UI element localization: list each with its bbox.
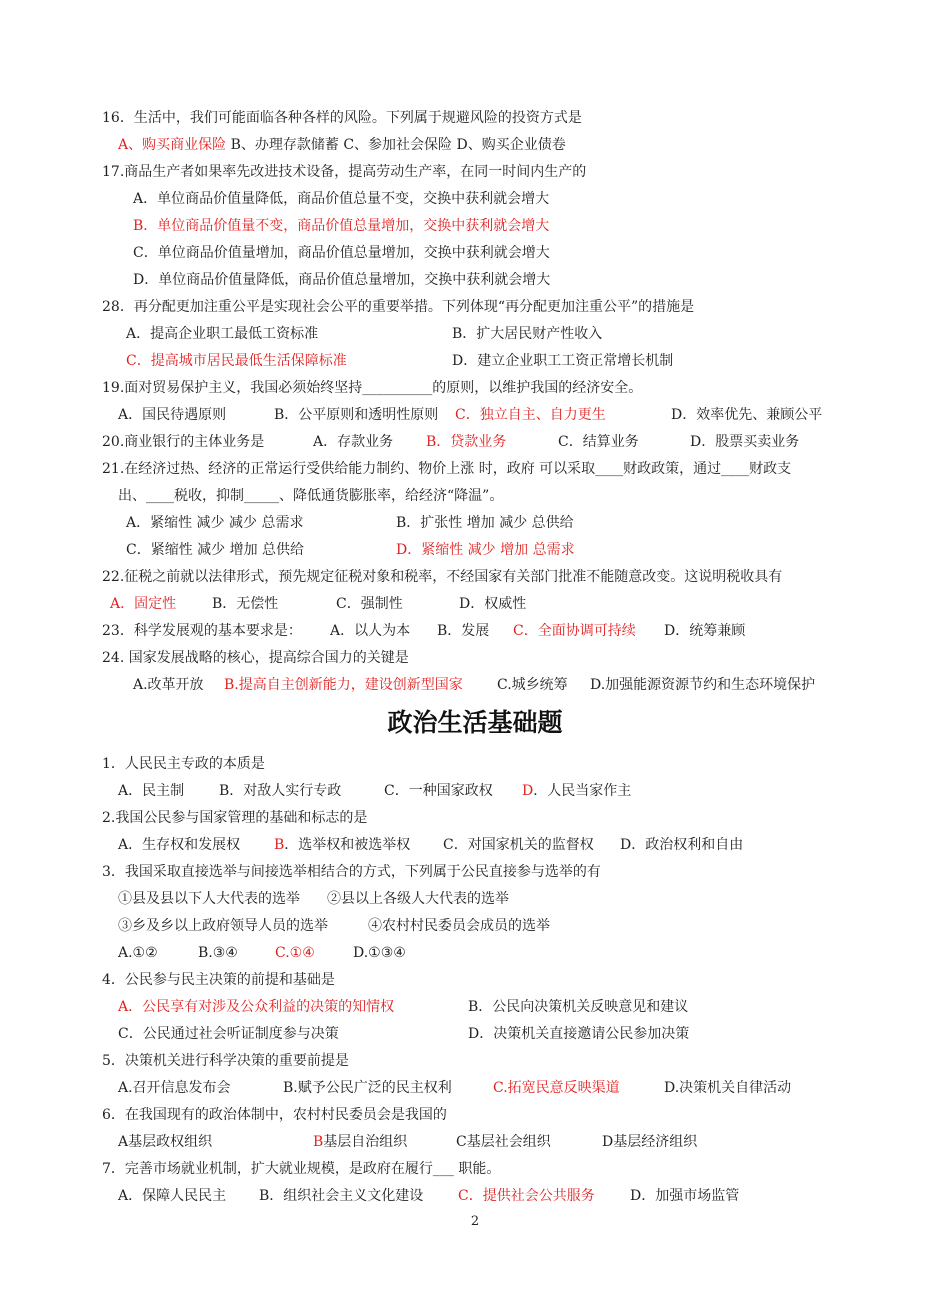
p2-q2-option-c: C．对国家机关的监督权 — [443, 837, 594, 853]
q28-option-b: B．扩大居民财产性收入 — [452, 326, 603, 342]
q23-stem: 23．科学发展观的基本要求是： — [102, 623, 302, 639]
p2-q1-option-b: B．对敌人实行专政 — [219, 783, 342, 799]
q21-option-d-answer: D．紧缩性 减少 增加 总需求 — [396, 542, 575, 558]
p2-q2-option-b — [274, 835, 410, 855]
q24-option-b-answer: B.提高自主创新能力，建设创新型国家 — [224, 677, 463, 693]
p2-q4-stem: 4．公民参与民主决策的前提和基础是 — [102, 972, 335, 988]
p2-q3-stem: 3．我国采取直接选举与间接选举相结合的方式，下列属于公民直接参与选举的有 — [102, 864, 601, 880]
q22-option-a-answer: A．固定性 — [110, 596, 177, 612]
q24-option-a: A.改革开放 — [133, 677, 204, 693]
q17-option-d: D．单位商品价值量降低，商品价值总量增加，交换中获利就会增大 — [133, 272, 551, 288]
q16-other-options: B、办理存款储蓄 C、参加社会保险 D、购买企业债卷 — [226, 137, 566, 153]
p2-q3-option-c-answer: C.①④ — [275, 945, 315, 961]
section-title: 政治生活基础题 — [387, 708, 563, 737]
p2-q6-option-c: C基层社会组织 — [456, 1134, 551, 1150]
q19-option-c-answer: C．独立自主、自力更生 — [455, 407, 606, 423]
p2-q5-option-b: B.赋予公民广泛的民主权利 — [283, 1080, 452, 1096]
p2-q3-item-3: ③乡及乡以上政府领导人员的选举 — [118, 918, 328, 934]
q20-stem: 20.商业银行的主体业务是 — [102, 434, 265, 450]
p2-q1-option-d-text: ．人民当家作主 — [533, 783, 632, 799]
q28-option-c-answer: C．提高城市居民最低生活保障标准 — [126, 353, 347, 369]
p2-q3-item-4: ④农村村民委员会成员的选举 — [368, 918, 550, 934]
q22-option-d: D．权威性 — [459, 596, 527, 612]
p2-q7-option-d: D．加强市场监管 — [630, 1188, 740, 1204]
p2-q4-option-d: D．决策机关直接邀请公民参加决策 — [468, 1026, 690, 1042]
p2-q3-item-2: ②县以上各级人大代表的选举 — [327, 891, 509, 907]
p2-q2-stem: 2.我国公民参与国家管理的基础和标志的是 — [102, 810, 368, 826]
p2-q7-option-a: A．保障人民民主 — [118, 1188, 227, 1204]
p2-q2-option-d: D．政治权利和自由 — [620, 837, 744, 853]
p2-q1-option-d — [522, 781, 631, 801]
p2-q1-option-a: A．民主制 — [118, 783, 185, 799]
p2-q5-stem: 5．决策机关进行科学决策的重要前提是 — [102, 1053, 349, 1069]
q21-stem-line1: 21.在经济过热、经济的正常运行受供给能力制约、物价上涨 时，政府 可以采取____财政政策，通过____财政支 — [102, 461, 792, 477]
p2-q5-option-d: D.决策机关自律活动 — [664, 1080, 792, 1096]
q17-option-b-answer: B．单位商品价值量不变，商品价值总量增加，交换中获利就会增大 — [133, 218, 550, 234]
p2-q4-option-a-answer: A．公民享有对涉及公众利益的决策的知情权 — [118, 999, 395, 1015]
q21-option-b: B．扩张性 增加 减少 总供给 — [396, 515, 574, 531]
q16-stem: 16．生活中，我们可能面临各种各样的风险。下列属于规避风险的投资方式是 — [102, 110, 582, 126]
q23-option-b: B．发展 — [437, 623, 490, 639]
p2-q7-option-b: B．组织社会主义文化建设 — [259, 1188, 424, 1204]
p2-q5-option-c-answer: C.拓宽民意反映渠道 — [493, 1080, 620, 1096]
q20-option-d: D．股票买卖业务 — [690, 434, 800, 450]
p2-q6-option-b — [313, 1132, 407, 1152]
p2-q4-option-b: B．公民向决策机关反映意见和建议 — [468, 999, 689, 1015]
q23-option-a: A．以人为本 — [330, 623, 411, 639]
q19-option-d: D．效率优先、兼顾公平 — [671, 407, 823, 423]
p2-q6-stem: 6．在我国现有的政治体制中，农村村民委员会是我国的 — [102, 1107, 447, 1123]
p2-q1-answer-letter: D — [522, 783, 534, 799]
p2-q6-answer-letter: B — [313, 1134, 324, 1150]
q22-option-c: C．强制性 — [336, 596, 403, 612]
p2-q7-option-c-answer: C．提供社会公共服务 — [458, 1188, 595, 1204]
page-number: 2 — [470, 1214, 480, 1229]
p2-q6-option-a: A基层政权组织 — [118, 1134, 213, 1150]
q22-option-b: B．无偿性 — [212, 596, 279, 612]
q28-stem: 28．再分配更加注重公平是实现社会公平的重要举措。下列体现“再分配更加注重公平”的措施是 — [102, 299, 695, 315]
q24-stem: 24. 国家发展战略的核心，提高综合国力的关键是 — [102, 650, 409, 666]
q20-option-c: C．结算业务 — [558, 434, 639, 450]
p2-q2-option-b-text: ．选举权和被选举权 — [284, 837, 411, 853]
p2-q3-item-1: ①县及县以下人大代表的选举 — [118, 891, 300, 907]
q16-options — [118, 135, 566, 155]
q16-answer: A、购买商业保险 — [118, 137, 227, 153]
p2-q3-option-b: B.③④ — [198, 945, 238, 961]
q28-option-d: D．建立企业职工工资正常增长机制 — [452, 353, 674, 369]
q20-option-b-answer: B．贷款业务 — [426, 434, 507, 450]
p2-q2-answer-letter: B — [274, 837, 285, 853]
p2-q7-stem: 7．完善市场就业机制，扩大就业规模，是政府在履行___ 职能。 — [102, 1161, 501, 1177]
q17-stem: 17.商品生产者如果率先改进技术设备，提高劳动生产率，在同一时间内生产的 — [102, 164, 587, 180]
q22-stem: 22.征税之前就以法律形式，预先规定征税对象和税率，不经国家有关部门批准不能随意改变。这说明税收具有 — [102, 569, 783, 585]
p2-q5-option-a: A.召开信息发布会 — [118, 1080, 231, 1096]
p2-q1-option-c: C．一种国家政权 — [384, 783, 493, 799]
q23-option-d: D．统筹兼顾 — [664, 623, 746, 639]
q21-option-c: C．紧缩性 减少 增加 总供给 — [126, 542, 305, 558]
q19-option-a: A．国民待遇原则 — [118, 407, 227, 423]
q24-option-c: C.城乡统筹 — [497, 677, 568, 693]
p2-q3-option-a: A.①② — [118, 945, 158, 961]
p2-q6-option-b-text: 基层自治组织 — [323, 1134, 408, 1150]
p2-q6-option-d: D基层经济组织 — [602, 1134, 698, 1150]
q21-stem-line2: 出、____税收，抑制_____、降低通货膨胀率，给经济“降温”。 — [118, 488, 504, 504]
p2-q1-stem: 1．人民民主专政的本质是 — [102, 756, 265, 772]
q21-option-a: A．紧缩性 减少 减少 总需求 — [126, 515, 304, 531]
q24-option-d: D.加强能源资源节约和生态环境保护 — [590, 677, 816, 693]
q17-option-c: C．单位商品价值量增加，商品价值总量增加，交换中获利就会增大 — [133, 245, 550, 261]
q28-option-a: A．提高企业职工最低工资标准 — [126, 326, 319, 342]
q23-option-c-answer: C．全面协调可持续 — [513, 623, 636, 639]
q17-option-a: A．单位商品价值量降低，商品价值总量不变，交换中获利就会增大 — [133, 191, 550, 207]
p2-q2-option-a: A．生存权和发展权 — [118, 837, 241, 853]
p2-q3-option-d: D.①③④ — [353, 945, 406, 961]
q19-option-b: B．公平原则和透明性原则 — [274, 407, 439, 423]
q19-stem: 19.面对贸易保护主义，我国必须始终坚持__________的原则，以维护我国的经济安全。 — [102, 380, 643, 396]
p2-q4-option-c: C．公民通过社会听证制度参与决策 — [118, 1026, 339, 1042]
q20-option-a: A．存款业务 — [313, 434, 394, 450]
